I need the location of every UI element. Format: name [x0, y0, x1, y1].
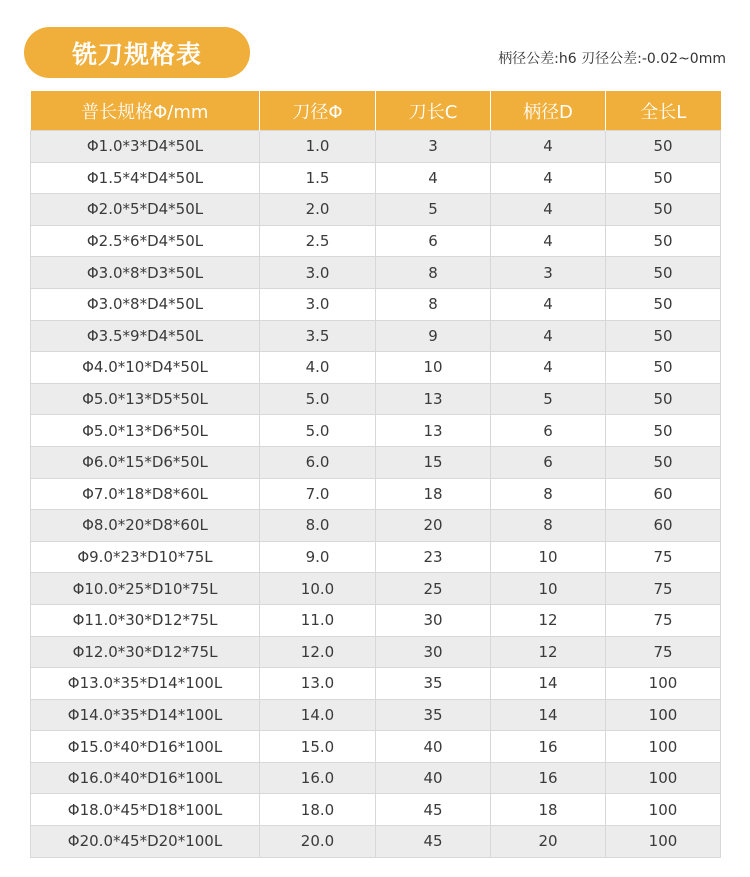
cell-shank-diameter: 4 — [491, 352, 606, 384]
cell-blade-length: 18 — [376, 478, 491, 510]
cell-spec: Φ11.0*30*D12*75L — [31, 604, 260, 636]
table-row — [31, 794, 721, 826]
table-row — [31, 541, 721, 573]
table-row — [31, 762, 721, 794]
table-row — [31, 510, 721, 542]
page-title: 铣刀规格表 — [24, 27, 250, 78]
cell-spec: Φ6.0*15*D6*50L — [31, 446, 260, 478]
table-row — [31, 257, 721, 289]
cell-blade-diameter: 4.0 — [260, 352, 376, 384]
cell-overall-length: 50 — [606, 352, 721, 384]
tolerance-note: 柄径公差:h6 刃径公差:-0.02~0mm — [498, 51, 726, 67]
cell-blade-diameter: 1.5 — [260, 162, 376, 194]
header-spec: 普长规格Φ/mm — [31, 91, 260, 131]
cell-blade-length: 35 — [376, 668, 491, 700]
cell-spec: Φ20.0*45*D20*100L — [31, 826, 260, 858]
cell-spec: Φ2.0*5*D4*50L — [31, 194, 260, 226]
cell-shank-diameter: 16 — [491, 731, 606, 763]
cell-spec: Φ3.0*8*D3*50L — [31, 257, 260, 289]
cell-blade-length: 30 — [376, 604, 491, 636]
cell-overall-length: 50 — [606, 446, 721, 478]
cell-overall-length: 100 — [606, 699, 721, 731]
cell-shank-diameter: 12 — [491, 604, 606, 636]
cell-blade-diameter: 2.0 — [260, 194, 376, 226]
cell-blade-length: 40 — [376, 762, 491, 794]
cell-overall-length: 50 — [606, 225, 721, 257]
cell-blade-diameter: 18.0 — [260, 794, 376, 826]
cell-blade-length: 15 — [376, 446, 491, 478]
table-row — [31, 131, 721, 163]
cell-overall-length: 100 — [606, 731, 721, 763]
cell-blade-length: 45 — [376, 794, 491, 826]
table-header-row — [31, 91, 721, 131]
cell-overall-length: 100 — [606, 794, 721, 826]
cell-overall-length: 50 — [606, 257, 721, 289]
cell-blade-length: 45 — [376, 826, 491, 858]
cell-blade-diameter: 16.0 — [260, 762, 376, 794]
cell-spec: Φ5.0*13*D5*50L — [31, 383, 260, 415]
cell-blade-length: 40 — [376, 731, 491, 763]
cell-spec: Φ16.0*40*D16*100L — [31, 762, 260, 794]
cell-spec: Φ8.0*20*D8*60L — [31, 510, 260, 542]
cell-blade-diameter: 3.0 — [260, 288, 376, 320]
cell-blade-length: 13 — [376, 415, 491, 447]
cell-overall-length: 100 — [606, 826, 721, 858]
table-row — [31, 383, 721, 415]
cell-blade-diameter: 3.0 — [260, 257, 376, 289]
cell-blade-length: 3 — [376, 131, 491, 163]
cell-blade-diameter: 10.0 — [260, 573, 376, 605]
cell-shank-diameter: 6 — [491, 446, 606, 478]
cell-overall-length: 60 — [606, 478, 721, 510]
cell-overall-length: 75 — [606, 541, 721, 573]
cell-shank-diameter: 20 — [491, 826, 606, 858]
cell-blade-diameter: 3.5 — [260, 320, 376, 352]
header-overall-length: 全长L — [606, 91, 721, 131]
cell-blade-diameter: 8.0 — [260, 510, 376, 542]
cell-blade-diameter: 12.0 — [260, 636, 376, 668]
cell-blade-diameter: 13.0 — [260, 668, 376, 700]
cell-overall-length: 50 — [606, 288, 721, 320]
cell-spec: Φ1.5*4*D4*50L — [31, 162, 260, 194]
table-row — [31, 446, 721, 478]
cell-blade-length: 25 — [376, 573, 491, 605]
cell-overall-length: 75 — [606, 604, 721, 636]
cell-overall-length: 75 — [606, 636, 721, 668]
cell-spec: Φ10.0*25*D10*75L — [31, 573, 260, 605]
cell-shank-diameter: 4 — [491, 194, 606, 226]
cell-shank-diameter: 4 — [491, 162, 606, 194]
cell-spec: Φ3.5*9*D4*50L — [31, 320, 260, 352]
table-row — [31, 668, 721, 700]
cell-spec: Φ3.0*8*D4*50L — [31, 288, 260, 320]
cell-shank-diameter: 14 — [491, 699, 606, 731]
cell-blade-diameter: 5.0 — [260, 415, 376, 447]
cell-shank-diameter: 10 — [491, 573, 606, 605]
cell-spec: Φ1.0*3*D4*50L — [31, 131, 260, 163]
cell-overall-length: 50 — [606, 131, 721, 163]
table-body — [31, 131, 721, 858]
cell-overall-length: 100 — [606, 762, 721, 794]
cell-shank-diameter: 8 — [491, 478, 606, 510]
table-row — [31, 288, 721, 320]
header-shank-diameter: 柄径D — [491, 91, 606, 131]
cell-overall-length: 50 — [606, 320, 721, 352]
cell-shank-diameter: 10 — [491, 541, 606, 573]
table-row — [31, 699, 721, 731]
cell-blade-diameter: 11.0 — [260, 604, 376, 636]
header-blade-diameter: 刀径Φ — [260, 91, 376, 131]
spec-table — [30, 91, 721, 858]
cell-overall-length: 50 — [606, 383, 721, 415]
cell-shank-diameter: 18 — [491, 794, 606, 826]
cell-blade-diameter: 6.0 — [260, 446, 376, 478]
table-row — [31, 352, 721, 384]
cell-spec: Φ7.0*18*D8*60L — [31, 478, 260, 510]
cell-shank-diameter: 16 — [491, 762, 606, 794]
cell-shank-diameter: 4 — [491, 288, 606, 320]
cell-blade-length: 10 — [376, 352, 491, 384]
cell-spec: Φ5.0*13*D6*50L — [31, 415, 260, 447]
cell-shank-diameter: 6 — [491, 415, 606, 447]
table-row — [31, 162, 721, 194]
table-row — [31, 573, 721, 605]
cell-shank-diameter: 4 — [491, 225, 606, 257]
table-row — [31, 636, 721, 668]
cell-spec: Φ15.0*40*D16*100L — [31, 731, 260, 763]
cell-shank-diameter: 3 — [491, 257, 606, 289]
cell-spec: Φ2.5*6*D4*50L — [31, 225, 260, 257]
cell-blade-diameter: 9.0 — [260, 541, 376, 573]
cell-shank-diameter: 12 — [491, 636, 606, 668]
cell-blade-diameter: 7.0 — [260, 478, 376, 510]
table-row — [31, 826, 721, 858]
table-row — [31, 320, 721, 352]
cell-blade-diameter: 20.0 — [260, 826, 376, 858]
cell-overall-length: 50 — [606, 194, 721, 226]
cell-blade-length: 4 — [376, 162, 491, 194]
cell-spec: Φ18.0*45*D18*100L — [31, 794, 260, 826]
cell-blade-diameter: 14.0 — [260, 699, 376, 731]
cell-shank-diameter: 8 — [491, 510, 606, 542]
cell-spec: Φ14.0*35*D14*100L — [31, 699, 260, 731]
cell-blade-length: 6 — [376, 225, 491, 257]
cell-overall-length: 50 — [606, 162, 721, 194]
cell-blade-length: 9 — [376, 320, 491, 352]
cell-blade-diameter: 1.0 — [260, 131, 376, 163]
cell-spec: Φ13.0*35*D14*100L — [31, 668, 260, 700]
table-row — [31, 731, 721, 763]
table-row — [31, 415, 721, 447]
cell-overall-length: 100 — [606, 668, 721, 700]
cell-blade-length: 30 — [376, 636, 491, 668]
cell-spec: Φ9.0*23*D10*75L — [31, 541, 260, 573]
cell-blade-length: 8 — [376, 288, 491, 320]
cell-spec: Φ12.0*30*D12*75L — [31, 636, 260, 668]
cell-blade-diameter: 15.0 — [260, 731, 376, 763]
table-row — [31, 194, 721, 226]
table-row — [31, 478, 721, 510]
table-row — [31, 604, 721, 636]
cell-shank-diameter: 5 — [491, 383, 606, 415]
cell-overall-length: 60 — [606, 510, 721, 542]
cell-overall-length: 50 — [606, 415, 721, 447]
cell-blade-length: 8 — [376, 257, 491, 289]
cell-blade-length: 13 — [376, 383, 491, 415]
cell-shank-diameter: 14 — [491, 668, 606, 700]
cell-blade-length: 5 — [376, 194, 491, 226]
table-row — [31, 225, 721, 257]
cell-spec: Φ4.0*10*D4*50L — [31, 352, 260, 384]
cell-overall-length: 75 — [606, 573, 721, 605]
cell-shank-diameter: 4 — [491, 320, 606, 352]
cell-blade-diameter: 5.0 — [260, 383, 376, 415]
cell-blade-diameter: 2.5 — [260, 225, 376, 257]
cell-shank-diameter: 4 — [491, 131, 606, 163]
cell-blade-length: 23 — [376, 541, 491, 573]
header-blade-length: 刀长C — [376, 91, 491, 131]
cell-blade-length: 20 — [376, 510, 491, 542]
cell-blade-length: 35 — [376, 699, 491, 731]
